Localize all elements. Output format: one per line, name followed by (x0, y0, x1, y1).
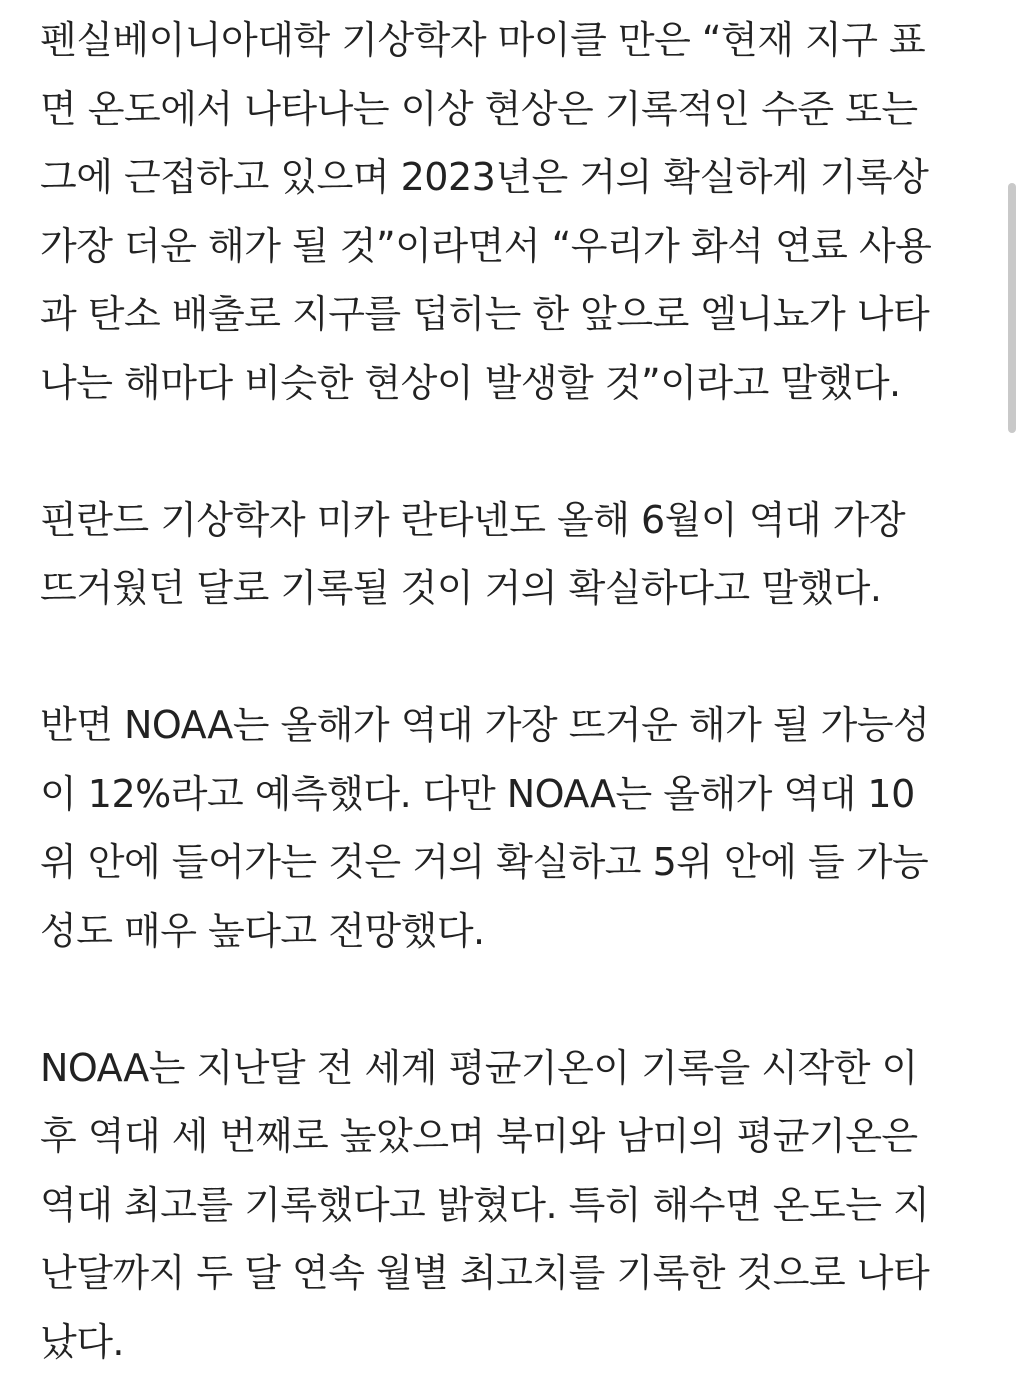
paragraph-3: 반면 NOAA는 올해가 역대 가장 뜨거운 해가 될 가능성 이 12%라고 예측했다. 다만 NOAA는 올해가 역대 10 위 안에 들어가는 것은 거의 확실하고 5위 안에 들 가능 성도 매우 높다고 전망했다. (40, 703, 930, 953)
article-body (40, 6, 972, 1376)
paragraph-1: 펜실베이니아대학 기상학자 마이클 만은 “현재 지구 표 면 온도에서 나타나는 이상 현상은 기록적인 수준 또는 그에 근접하고 있으며 2023년은 거의 확실하게 기록상 가장 더운 해가 될 것”이라면서 “우리가 화석 연료 사용 과 탄소 배출로 지구를 덥히는 한 앞으로 엘니뇨가 나타 나는 해마다 비슷한 현상이 발생할 것”이라고 말했다. (40, 18, 932, 405)
paragraph-4: NOAA는 지난달 전 세계 평균기온이 기록을 시작한 이 후 역대 세 번째로 높았으며 북미와 남미의 평균기온은 역대 최고를 기록했다고 밝혔다. 특히 해수면 온도는 지 난달까지 두 달 연속 월별 최고치를 기록한 것으로 나타 났다. (40, 1045, 930, 1364)
paragraph-2: 핀란드 기상학자 미카 란타넨도 올해 6월이 역대 가장 뜨거웠던 달로 기록될 것이 거의 확실하다고 말했다. (40, 497, 906, 610)
scrollbar-thumb[interactable] (1008, 183, 1016, 433)
